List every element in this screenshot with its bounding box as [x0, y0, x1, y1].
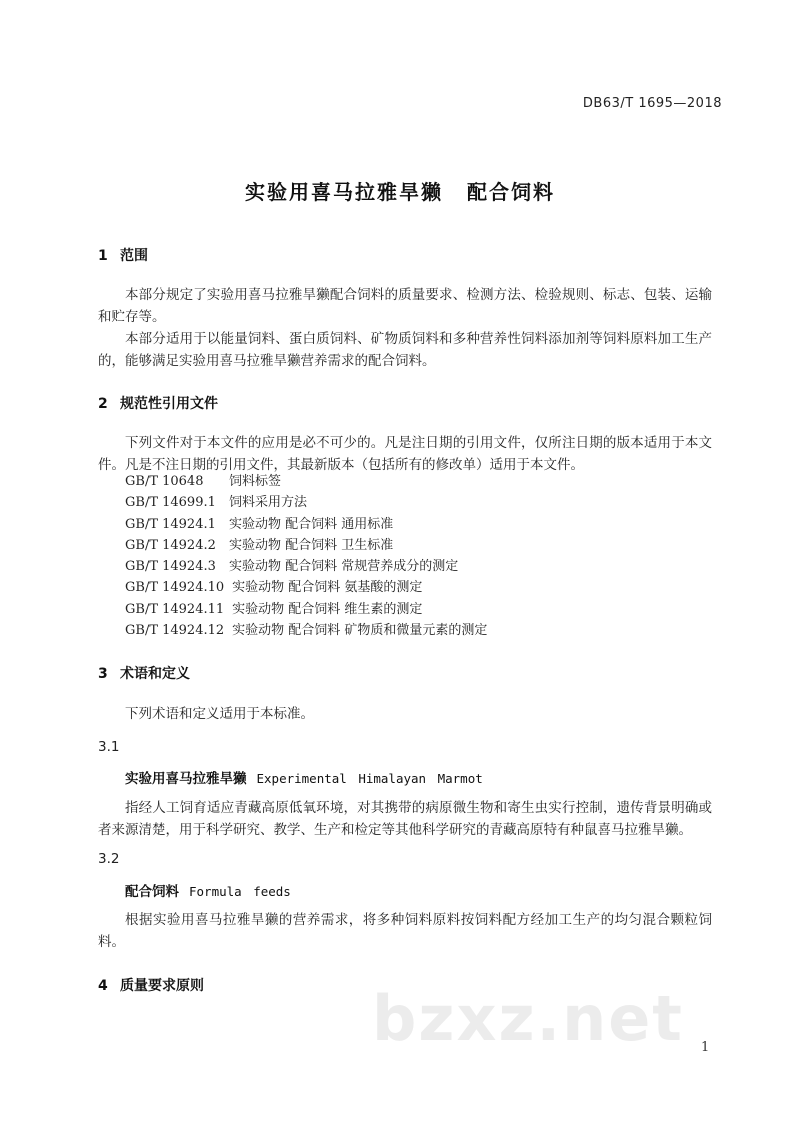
- reference-code: GB/T 14924.11: [125, 601, 225, 617]
- reference-name: 实验动物 配合饲料 维生素的测定: [232, 601, 423, 617]
- reference-name: 实验动物 配合饲料 卫生标准: [229, 537, 394, 553]
- section-title: 规范性引用文件: [120, 396, 218, 412]
- section-number: 3: [98, 666, 108, 682]
- reference-item: [125, 514, 487, 535]
- reference-code: GB/T 14924.3: [125, 559, 216, 575]
- title-sub: 配合饲料: [467, 180, 555, 204]
- section-number: 2: [98, 396, 108, 412]
- section-number: 4: [98, 978, 108, 994]
- site-watermark: bzxz.net: [372, 982, 684, 1055]
- reference-list: [125, 471, 487, 641]
- term-entry: [125, 767, 483, 787]
- scope-paragraph-1: 本部分规定了实验用喜马拉雅旱獭配合饲料的质量要求、检测方法、检验规则、标志、包装、运输和贮存等。: [98, 287, 712, 325]
- reference-item: [125, 492, 487, 513]
- reference-code: GB/T 14924.1: [125, 516, 216, 532]
- term-definition: 指经人工饲育适应青藏高原低氧环境，对其携带的病原微生物和寄生虫实行控制，遗传背景明确或者来源清楚，用于科学研究、教学、生产和检定等其他科学研究的青藏高原特有种鼠喜马拉雅旱獭。: [98, 800, 712, 838]
- reference-name: 实验动物 配合饲料 矿物质和微量元素的测定: [232, 623, 488, 639]
- section-number: 1: [98, 248, 108, 264]
- references-intro: 下列文件对于本文件的应用是必不可少的。凡是注日期的引用文件，仅所注日期的版本适用于本文件。凡是不注日期的引用文件，其最新版本（包括所有的修改单）适用于本文件。: [98, 435, 712, 473]
- reference-item: [125, 535, 487, 556]
- document-title: [0, 176, 800, 205]
- reference-item: [125, 471, 487, 492]
- reference-code: GB/T 14924.12: [125, 623, 225, 639]
- term-en: Formula feeds: [189, 884, 291, 899]
- section-heading-references: [98, 393, 218, 413]
- term-entry: [125, 880, 291, 900]
- reference-name: 实验动物 配合饲料 氨基酸的测定: [232, 580, 423, 596]
- clause-number: 3.2: [98, 851, 120, 867]
- reference-code: GB/T 14924.2: [125, 537, 216, 553]
- terms-intro: 下列术语和定义适用于本标准。: [125, 706, 314, 722]
- term-zh: 实验用喜马拉雅旱獭: [125, 771, 247, 787]
- reference-name: 饲料标签: [229, 474, 282, 489]
- title-main: 实验用喜马拉雅旱獭: [245, 180, 443, 204]
- reference-code: GB/T 14924.10: [125, 580, 225, 596]
- reference-code: GB/T 10648: [125, 474, 204, 489]
- reference-name: 实验动物 配合饲料 常规营养成分的测定: [229, 559, 459, 575]
- section-heading-scope: [98, 245, 148, 265]
- section-title: 质量要求原则: [120, 978, 204, 994]
- section-heading-quality: [98, 975, 204, 995]
- reference-name: 饲料采用方法: [229, 495, 308, 511]
- page-number: 1: [701, 1040, 710, 1055]
- reference-item: [125, 577, 487, 598]
- section-title: 术语和定义: [120, 666, 190, 682]
- term-en: Experimental Himalayan Marmot: [256, 771, 483, 786]
- clause-number: 3.1: [98, 739, 120, 755]
- section-heading-terms: [98, 663, 190, 683]
- reference-item: [125, 599, 487, 620]
- reference-name: 实验动物 配合饲料 通用标准: [229, 516, 394, 532]
- term-definition: 根据实验用喜马拉雅旱獭的营养需求，将多种饲料原料按饲料配方经加工生产的均匀混合颗粒饲料。: [98, 912, 712, 950]
- reference-item: [125, 556, 487, 577]
- section-title: 范围: [120, 248, 148, 264]
- scope-paragraph-2: 本部分适用于以能量饲料、蛋白质饲料、矿物质饲料和多种营养性饲料添加剂等饲料原料加工生产的，能够满足实验用喜马拉雅旱獭营养需求的配合饲料。: [98, 331, 712, 369]
- reference-code: GB/T 14699.1: [125, 495, 216, 511]
- document-code: DB63/T 1695—2018: [582, 96, 722, 111]
- reference-item: [125, 620, 487, 641]
- term-zh: 配合饲料: [125, 884, 179, 900]
